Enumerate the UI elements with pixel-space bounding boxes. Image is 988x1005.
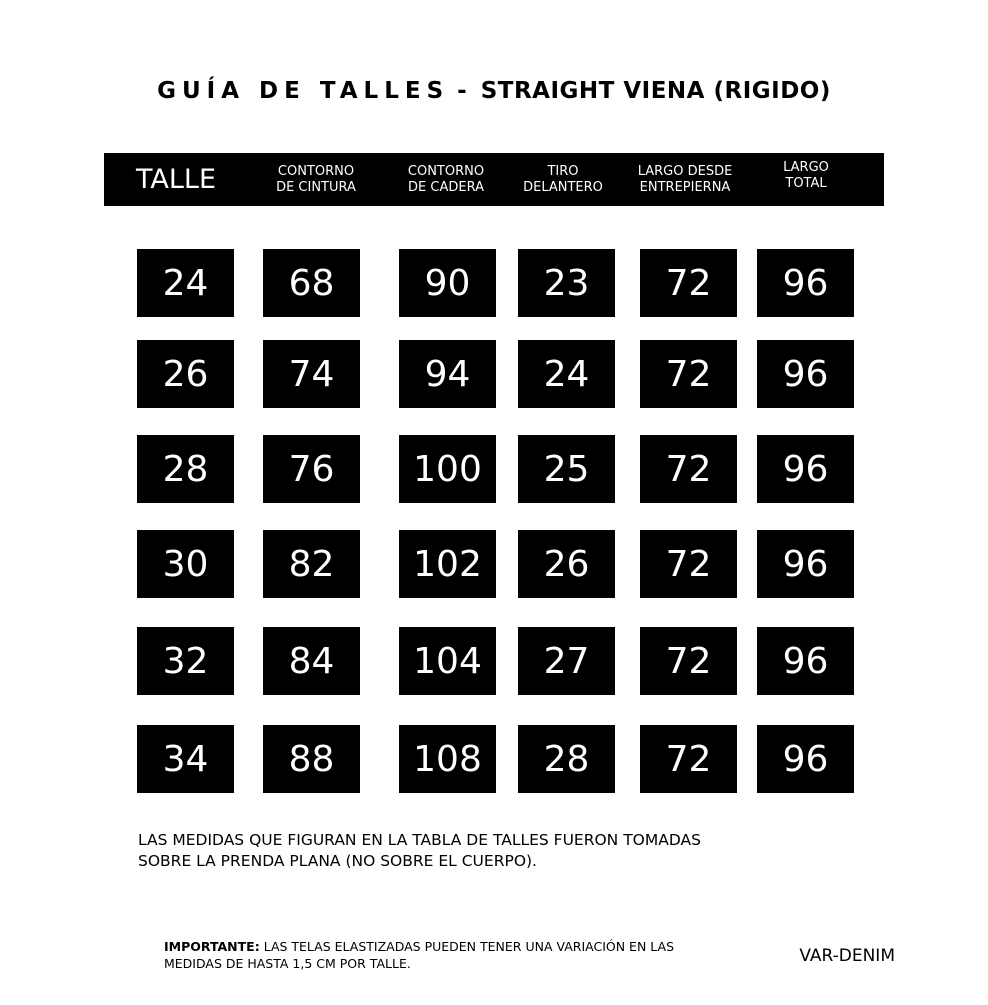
size-cell-talle: 32 [137, 627, 234, 695]
size-cell-cadera: 104 [399, 627, 496, 695]
title-product: STRAIGHT VIENA (RIGIDO) [480, 78, 831, 104]
measurement-note: LAS MEDIDAS QUE FIGURAN EN LA TABLA DE TALLES FUERON TOMADAS SOBRE LA PRENDA PLANA (NO SOBRE EL CUERPO). [138, 831, 701, 870]
size-cell-cintura: 88 [263, 725, 360, 793]
size-cell-talle: 30 [137, 530, 234, 598]
size-cell-entrepierna: 72 [640, 249, 737, 317]
size-cell-cintura: 76 [263, 435, 360, 503]
size-cell-tiro: 27 [518, 627, 615, 695]
size-cell-largo-total: 96 [757, 725, 854, 793]
size-cell-entrepierna: 72 [640, 340, 737, 408]
page-title [0, 78, 988, 104]
brand-name: VAR-DENIM [799, 946, 895, 966]
title-separator: - [457, 78, 473, 104]
size-cell-entrepierna: 72 [640, 725, 737, 793]
size-cell-largo-total: 96 [757, 530, 854, 598]
size-cell-entrepierna: 72 [640, 530, 737, 598]
header-talle: TALLE [136, 163, 217, 195]
header-largo-entrepierna: LARGO DESDE ENTREPIERNA [637, 163, 733, 195]
header-largo-total: LARGO TOTAL [783, 159, 829, 191]
size-cell-talle: 28 [137, 435, 234, 503]
important-note [164, 938, 724, 972]
size-cell-cadera: 94 [399, 340, 496, 408]
header-contorno-cintura: CONTORNO DE CINTURA [276, 163, 356, 195]
size-cell-cintura: 82 [263, 530, 360, 598]
size-cell-cadera: 90 [399, 249, 496, 317]
size-cell-tiro: 25 [518, 435, 615, 503]
size-cell-largo-total: 96 [757, 340, 854, 408]
size-cell-tiro: 24 [518, 340, 615, 408]
size-table-header [104, 153, 884, 206]
size-cell-talle: 24 [137, 249, 234, 317]
important-text: LAS TELAS ELASTIZADAS PUEDEN TENER UNA VARIACIÓN EN LAS MEDIDAS DE HASTA 1,5 CM POR TALLE. [164, 939, 675, 971]
size-cell-largo-total: 96 [757, 249, 854, 317]
header-contorno-cadera: CONTORNO DE CADERA [407, 163, 485, 195]
size-cell-tiro: 26 [518, 530, 615, 598]
size-cell-largo-total: 96 [757, 627, 854, 695]
size-cell-cadera: 108 [399, 725, 496, 793]
size-cell-largo-total: 96 [757, 435, 854, 503]
size-cell-talle: 26 [137, 340, 234, 408]
size-cell-tiro: 23 [518, 249, 615, 317]
size-cell-tiro: 28 [518, 725, 615, 793]
size-cell-cadera: 102 [399, 530, 496, 598]
size-cell-talle: 34 [137, 725, 234, 793]
title-guide: GUÍA DE TALLES [157, 78, 450, 104]
size-cell-cadera: 100 [399, 435, 496, 503]
header-tiro-delantero: TIRO DELANTERO [523, 163, 603, 195]
size-cell-entrepierna: 72 [640, 627, 737, 695]
size-cell-cintura: 84 [263, 627, 360, 695]
size-cell-cintura: 74 [263, 340, 360, 408]
important-label: IMPORTANTE: [164, 939, 260, 954]
size-cell-entrepierna: 72 [640, 435, 737, 503]
size-cell-cintura: 68 [263, 249, 360, 317]
